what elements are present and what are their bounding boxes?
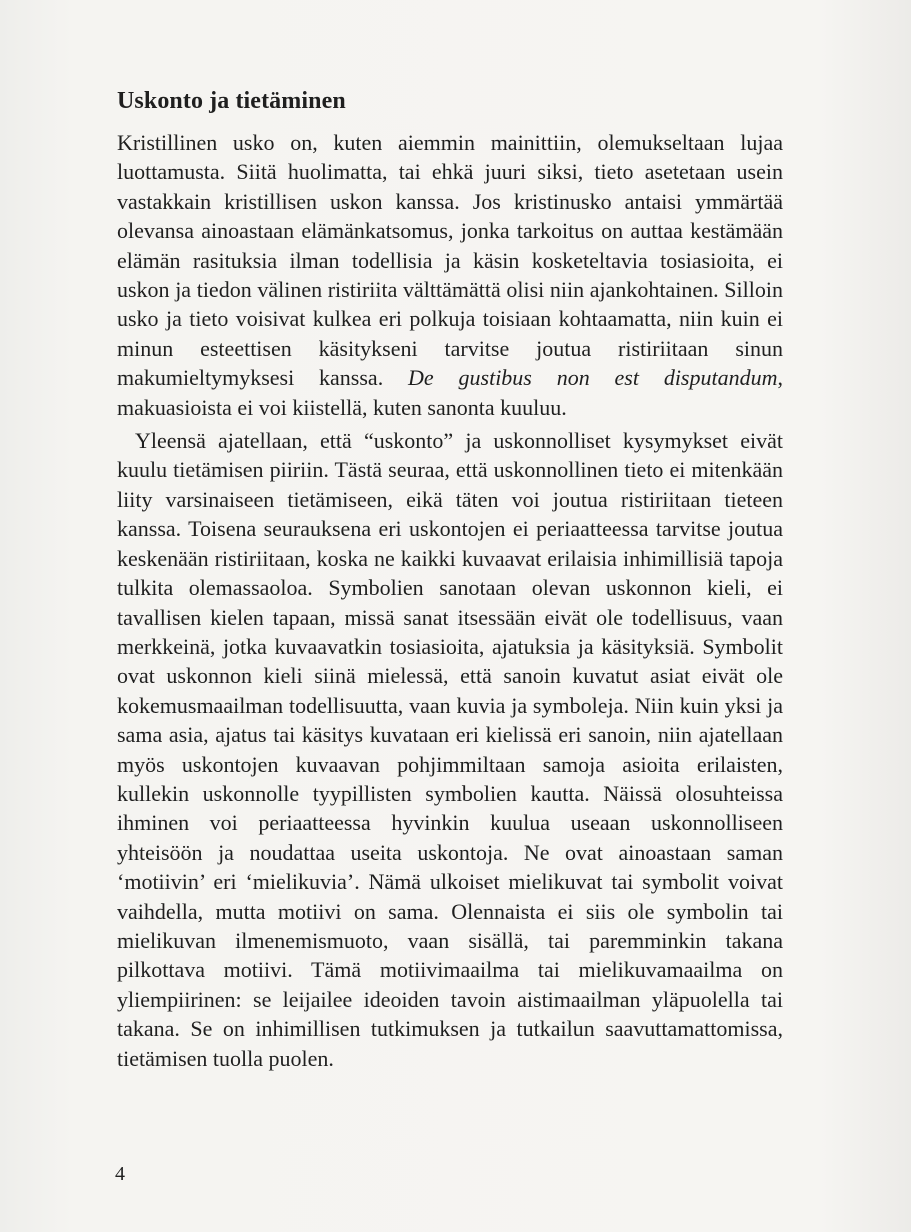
paragraph-1-text-end: , makuasioista ei voi kiistellä, kuten sanonta kuuluu. — [117, 365, 783, 420]
page-number: 4 — [115, 1163, 125, 1185]
page-content — [117, 84, 783, 1073]
section-heading: Uskonto ja tietäminen — [117, 88, 346, 114]
latin-phrase: De gustibus non est disputandum — [408, 365, 778, 391]
paragraph-1 — [117, 128, 783, 422]
paragraph-1-text-start: Kristillinen usko on, kuten aiemmin mainittiin, olemukseltaan lujaa luottamusta. Siitä huolimatta, tai ehkä juuri siksi, tieto asetetaan usein vastakkain kristillisen uskon kanssa. Jos kristinusko antaisi ymmärtää olevansa ainoastaan elämänkatsomus, jonka tarkoitus on auttaa kestämään elämän rasituksia ilman todellisia ja käsin kosketeltavia tosiasioita, ei uskon ja tiedon välinen ristiriita välttämättä olisi niin ajankohtainen. Silloin usko ja tieto voisivat kulkea eri polkuja toisiaan kohtaamatta, niin kuin ei minun esteettisen käsitykseni tarvitse joutua ristiriitaan sinun makumieltymyksesi kanssa. — [117, 130, 783, 391]
paragraph-2: Yleensä ajatellaan, että “uskonto” ja uskonnolliset kysymykset eivät kuulu tietämisen piiriin. Tästä seuraa, että uskonnollinen tieto ei mitenkään liity varsinaiseen tietämiseen, eikä täten voi joutua ristiriitaan tieteen kanssa. Toisena seurauksena eri uskontojen ei periaatteessa tarvitse joutua keskenään ristiriitaan, koska ne kaikki kuvaavat erilaisia inhimillisiä tapoja tulkita olemassaoloa. Symbolien sanotaan olevan uskonnon kieli, ei tavallisen kielen tapaan, missä sanat itsessään eivät ole todellisuus, vaan merkkeinä, jotka kuvaavatkin tosiasioita, ajatuksia ja käsityksiä. Symbolit ovat uskonnon kieli siinä mielessä, että sanoin kuvatut asiat eivät ole kokemusmaailman todellisuutta, vaan kuvia ja symboleja. Niin kuin yksi ja sama asia, ajatus tai käsitys kuvataan eri kielissä eri sanoin, niin ajatellaan myös uskontojen kuvaavan pohjimmiltaan samoja asioita erilaisten, kullekin uskonnolle tyypillisten symbolien kautta. Näissä olosuhteissa ihminen voi periaatteessa hyvinkin kuulua useaan uskonnolliseen yhteisöön ja noudattaa useita uskontoja. Ne ovat ainoastaan saman ‘motiivin’ eri ‘mielikuvia’. Nämä ulkoiset mielikuvat tai symbolit voivat vaihdella, mutta motiivi on sama. Olennaista ei siis ole symbolin tai mielikuvan ilmenemismuoto, vaan sisällä, tai paremminkin takana pilkottava motiivi. Tämä motiivimaailma tai mielikuvamaailma on yliempiirinen: se leijailee ideoiden tavoin aistimaailman yläpuolella tai takana. Se on inhimillisen tutkimuksen ja tutkailun saavuttamattomissa, tietämisen tuolla puolen. — [117, 428, 783, 1071]
